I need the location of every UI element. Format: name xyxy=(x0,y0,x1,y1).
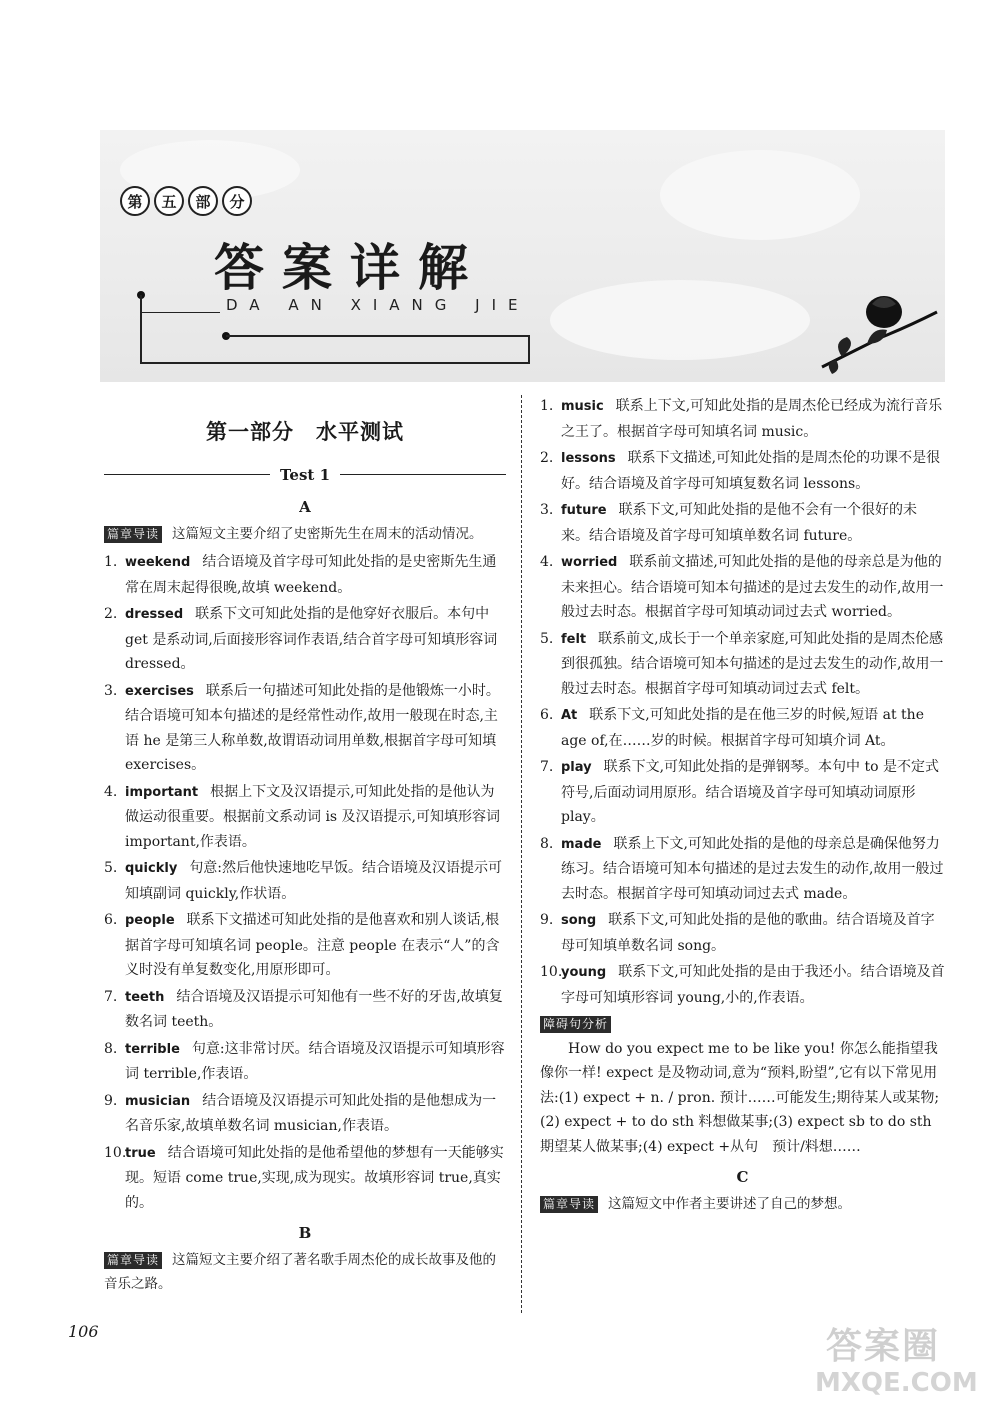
answer-body xyxy=(561,832,945,907)
answer-number: 7. xyxy=(540,759,554,775)
answer-number: 10. xyxy=(540,964,563,980)
answer-item xyxy=(540,498,945,548)
answer-keyword: felt xyxy=(561,631,587,647)
badge: 第 xyxy=(120,186,150,216)
section-c-intro xyxy=(540,1192,945,1217)
analysis-heading xyxy=(540,1012,945,1037)
rule xyxy=(104,474,270,475)
analysis-tag: 障碍句分析 xyxy=(540,1016,611,1033)
answer-body xyxy=(125,1089,506,1139)
answer-keyword: worried xyxy=(561,555,618,570)
answer-explanation: 结合语境可知此处指的是他希望他的梦想有一天能够实现。短语 come true,实现,成为现实。故填形容词 true,真实的。 xyxy=(125,1144,504,1211)
deco-line xyxy=(140,295,142,363)
answer-item xyxy=(540,703,945,753)
watermark-logo: 答案圈 xyxy=(826,1326,941,1367)
deco-line xyxy=(226,335,530,337)
answer-keyword: music xyxy=(561,399,604,414)
answer-explanation: 联系下文,可知此处指的是在他三岁的时候,短语 at the age of,在……岁的时候。根据首字母可知填介词 At。 xyxy=(561,707,924,749)
watermark-url: MXQE.COM xyxy=(815,1368,978,1398)
answer-keyword: quickly xyxy=(125,861,178,876)
banner-cloud xyxy=(660,150,860,240)
answer-body xyxy=(561,960,945,1010)
section-a-letter: A xyxy=(299,498,311,516)
answer-explanation: 联系下文,可知此处指的是弹钢琴。本句中 to 是不定式符号,后面动词用原形。结合语境及首字母可知填动词原形 play。 xyxy=(561,759,940,825)
answer-explanation: 句意:这非常讨厌。结合语境及汉语提示可知填形容词 terrible,作表语。 xyxy=(125,1040,505,1082)
answer-explanation: 根据上下文及汉语提示,可知此处指的是他认为做运动很重要。根据前文系动词 is 及汉语提示,可知填形容词 important,作表语。 xyxy=(125,783,501,850)
answer-keyword: young xyxy=(561,965,607,980)
answer-number: 9. xyxy=(104,1092,118,1109)
deco-line xyxy=(140,362,530,364)
answer-item xyxy=(540,394,945,444)
answer-body xyxy=(561,703,945,753)
answer-keyword: true xyxy=(125,1145,156,1161)
answer-item xyxy=(540,832,945,907)
chapter-title: 答案详解 xyxy=(214,239,486,297)
answer-explanation: 结合语境及首字母可知此处指的是史密斯先生通常在周末起得很晚,故填 weekend。 xyxy=(125,554,497,596)
answer-keyword: musician xyxy=(125,1093,191,1109)
answer-body xyxy=(561,394,945,444)
left-column xyxy=(104,415,506,1301)
answer-item xyxy=(104,550,506,600)
answer-number: 5. xyxy=(104,860,118,876)
reading-guide-tag: 篇章导读 xyxy=(104,1252,162,1269)
answer-body xyxy=(125,1141,506,1216)
answer-number: 9. xyxy=(540,912,554,928)
badge: 五 xyxy=(154,186,184,216)
answer-keyword: made xyxy=(561,836,602,852)
answer-keyword: At xyxy=(561,708,578,723)
answer-explanation: 联系上下文,可知此处指的是周杰伦已经成为流行音乐之王了。根据首字母可知填名词 music。 xyxy=(561,398,943,440)
answer-number: 7. xyxy=(104,988,118,1005)
answer-keyword: people xyxy=(125,913,175,928)
answer-keyword: teeth xyxy=(125,989,165,1005)
answer-number: 1. xyxy=(540,398,554,414)
answer-body xyxy=(561,755,945,830)
answer-keyword: lessons xyxy=(561,451,616,466)
answer-item xyxy=(104,1037,506,1087)
answer-number: 4. xyxy=(540,554,554,570)
answer-number: 6. xyxy=(104,912,118,928)
intro-text: 这篇短文主要介绍了著名歌手周杰伦的成长故事及他的音乐之路。 xyxy=(104,1251,497,1292)
answer-item xyxy=(104,908,506,983)
section-b-intro xyxy=(104,1248,506,1297)
answer-number: 10. xyxy=(104,1144,127,1161)
answer-keyword: dressed xyxy=(125,607,184,622)
answer-body xyxy=(561,498,945,548)
answer-item xyxy=(540,755,945,830)
answer-body xyxy=(125,550,506,600)
answer-item xyxy=(104,1141,506,1216)
answer-number: 1. xyxy=(104,554,118,570)
answer-number: 3. xyxy=(540,502,554,518)
answer-explanation: 句意:然后他快速地吃早饭。结合语境及汉语提示可知填副词 quickly,作状语。 xyxy=(125,860,503,902)
answer-body xyxy=(125,780,506,855)
answer-keyword: terrible xyxy=(125,1041,180,1057)
answer-body xyxy=(125,1037,506,1087)
answer-explanation: 联系前文描述,可知此处指的是他的母亲总是为他的未来担心。结合语境可知本句描述的是过去发生的动作,故用一般过去时态。根据首字母可知填动词过去式 worried。 xyxy=(561,554,944,620)
answer-explanation: 联系下文描述可知此处指的是他喜欢和别人谈话,根据首字母可知填名词 people。注意 people 在表示“人”的含义时没有单复数变化,用原形即可。 xyxy=(125,912,500,978)
section-a-intro xyxy=(104,522,506,547)
answer-item xyxy=(104,856,506,906)
banner-cloud xyxy=(550,280,810,360)
deco-line xyxy=(528,336,530,364)
deco-line xyxy=(140,312,220,313)
reading-guide-tag: 篇章导读 xyxy=(104,526,162,543)
right-column xyxy=(540,394,945,1220)
answer-item xyxy=(104,780,506,855)
answer-explanation: 联系后一句描述可知此处指的是他锻炼一小时。结合语境可知本句描述的是经常性动作,故用一般现在时态,主语 he 是第三人称单数,故谓语动词用单数,根据首字母可知填 exercises。 xyxy=(125,682,500,773)
intro-text: 这篇短文主要介绍了史密斯先生在周末的活动情况。 xyxy=(172,525,483,542)
answer-item xyxy=(104,602,506,677)
answer-body xyxy=(125,985,506,1035)
answer-number: 6. xyxy=(540,707,554,723)
answer-body xyxy=(561,550,945,625)
answer-explanation: 联系下文可知此处指的是他穿好衣服后。本句中 get 是系动词,后面接形容词作表语,结合首字母可知填形容词 dressed。 xyxy=(125,606,498,672)
answer-explanation: 联系上下文,可知此处指的是他的母亲总是确保他努力练习。结合语境可知本句描述的是过去发生的动作,故用一般过去时态。根据首字母可知填动词过去式 made。 xyxy=(561,835,944,902)
rule xyxy=(340,474,506,475)
answer-item xyxy=(540,960,945,1010)
test-heading xyxy=(104,463,506,488)
answer-item xyxy=(104,679,506,778)
answer-body xyxy=(561,627,945,702)
answer-body xyxy=(125,602,506,677)
badge: 分 xyxy=(222,186,252,216)
badge: 部 xyxy=(188,186,218,216)
answer-keyword: exercises xyxy=(125,683,194,699)
answer-keyword: song xyxy=(561,913,597,928)
answer-number: 8. xyxy=(540,835,554,852)
column-divider xyxy=(521,395,522,1313)
answer-explanation: 联系下文,可知此处指的是他的歌曲。结合语境及首字母可知填单数名词 song。 xyxy=(561,912,935,954)
answer-explanation: 结合语境及汉语提示可知此处指的是他想成为一名音乐家,故填单数名词 musician,作表语。 xyxy=(125,1092,497,1134)
answer-keyword: future xyxy=(561,503,607,518)
answer-body xyxy=(125,856,506,906)
chapter-pinyin: DA AN XIANG JIE xyxy=(226,296,530,314)
answer-explanation: 结合语境及汉语提示可知他有一些不好的牙齿,故填复数名词 teeth。 xyxy=(125,988,503,1030)
answer-item xyxy=(104,1089,506,1139)
answer-explanation: 联系前文,成长于一个单亲家庭,可知此处指的是周杰伦感到很孤独。结合语境可知本句描述的是过去发生的动作,故用一般过去时态。根据首字母可知填动词过去式 felt。 xyxy=(561,630,944,697)
answer-keyword: play xyxy=(561,760,592,775)
answer-body xyxy=(561,446,945,496)
answer-number: 2. xyxy=(540,450,554,466)
answer-number: 3. xyxy=(104,682,118,699)
answer-number: 5. xyxy=(540,630,554,647)
answer-item xyxy=(540,627,945,702)
answer-keyword: weekend xyxy=(125,555,191,570)
part-badges xyxy=(120,186,252,216)
answer-list-b xyxy=(540,394,945,1010)
rose-icon xyxy=(812,282,942,382)
answer-list-a xyxy=(104,550,506,1215)
answer-item xyxy=(540,550,945,625)
answer-number: 4. xyxy=(104,783,118,800)
intro-text: 这篇短文中作者主要讲述了自己的梦想。 xyxy=(608,1195,852,1212)
part-title: 第一部分 水平测试 xyxy=(206,420,404,444)
answer-explanation: 联系下文,可知此处指的是他不会有一个很好的未来。结合语境及首字母可知填单数名词 future。 xyxy=(561,502,918,544)
page-number: 106 xyxy=(68,1322,99,1341)
answer-item xyxy=(540,908,945,958)
answer-number: 2. xyxy=(104,606,118,622)
section-c-letter: C xyxy=(736,1168,749,1186)
answer-explanation: 联系下文描述,可知此处指的是周杰伦的功课不是很好。结合语境及首字母可知填复数名词 lessons。 xyxy=(561,450,941,492)
answer-body xyxy=(125,908,506,983)
section-b-letter: B xyxy=(298,1224,312,1242)
answer-number: 8. xyxy=(104,1040,118,1057)
answer-explanation: 联系下文,可知此处指的是由于我还小。结合语境及首字母可知填形容词 young,小的,作表语。 xyxy=(561,964,945,1006)
answer-body xyxy=(561,908,945,958)
answer-body xyxy=(125,679,506,778)
test-label: Test 1 xyxy=(279,465,331,484)
answer-item xyxy=(540,446,945,496)
answer-item xyxy=(104,985,506,1035)
analysis-text: How do you expect me to be like you! 你怎么能指望我像你一样! expect 是及物动词,意为“预料,盼望”,它有以下常见用法:(1) expect + n. / pron. 预计……可能发生;期待某人或某物;(2) expect + to do sth 料想做某事;(3) expect sb to do sth 期望某人做某事;(4) expect +从句 预计/料想…… xyxy=(540,1040,940,1155)
reading-guide-tag: 篇章导读 xyxy=(540,1196,598,1213)
answer-keyword: important xyxy=(125,784,199,800)
